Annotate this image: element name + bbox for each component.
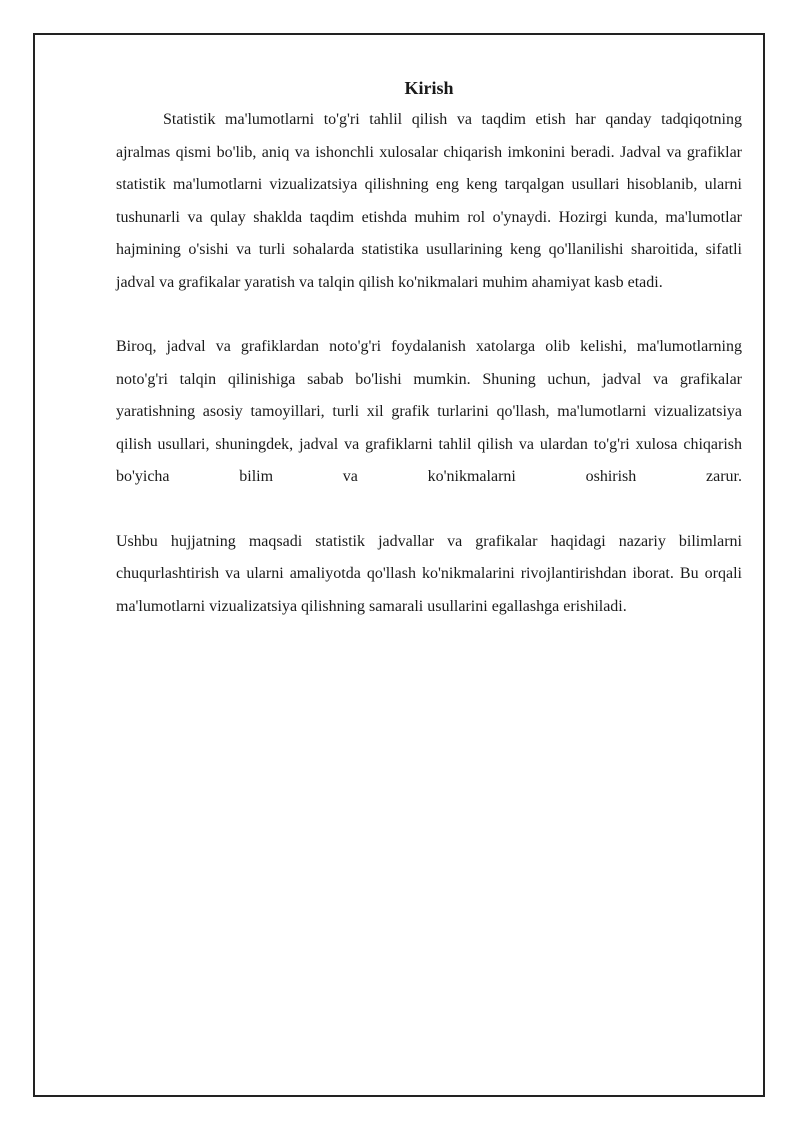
paragraph-intro: Statistik ma'lumotlarni to'g'ri tahlil qilish va taqdim etish har qanday tadqiqotning ajralmas qismi bo'lib, aniq va ishonchli xulosalar chiqarish imkonini beradi. Jadval va grafiklar statistik ma'lumotlarni vizualizatsiya qilishning eng keng tarqalgan usullari hisoblanib, ularni tushunarli va qulay shaklda taqdim etishda muhim rol o'ynaydi. Hozirgi kunda, ma'lumotlar hajmining o'sishi va turli sohalarda statistika usullarining keng qo'llanilishi sharoitida, sifatli jadval va grafikalar yaratish va talqin qilish ko'nikmalari muhim ahamiyat kasb etadi. xyxy=(116,111,742,291)
document-body xyxy=(116,76,742,623)
document-title: Kirish xyxy=(404,78,454,98)
paragraph-purpose: Ushbu hujjatning maqsadi statistik jadvallar va grafikalar haqidagi nazariy bilimlarni chuqurlashtirish va ularni amaliyotda qo'llash ko'nikmalarini rivojlantirishdan iborat. Bu orqali ma'lumotlarni vizualizatsiya qilishning samarali usullarini egallashga erishiladi. xyxy=(116,532,742,615)
paragraph-problem: Biroq, jadval va grafiklardan noto'g'ri foydalanish xatolarga olib kelishi, ma'lumotlarning noto'g'ri talqin qilinishiga sabab bo'lishi mumkin. Shuning uchun, jadval va grafikalar yaratishning asosiy tamoyillari, turli xil grafik turlarini qo'llash, ma'lumotlarni vizualizatsiya qilish usullari, shuningdek, jadval va grafiklarni tahlil qilish va ulardan to'g'ri xulosa chiqarish bo'yicha bilim va ko'nikmalarni oshirish zarur. xyxy=(116,338,742,485)
